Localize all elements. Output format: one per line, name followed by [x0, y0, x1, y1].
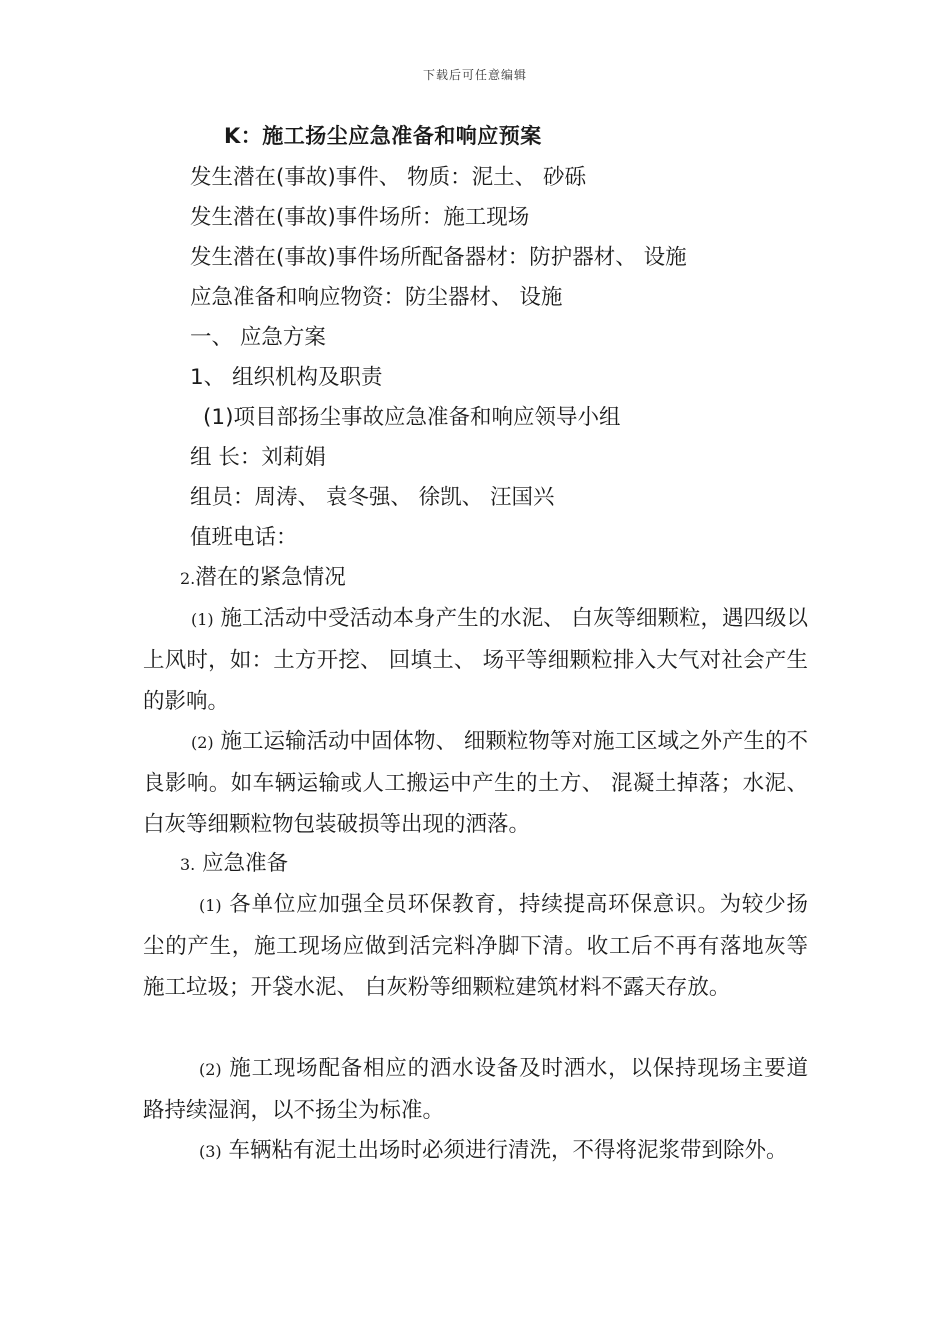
item-number: (2) — [191, 733, 214, 752]
info-line-equipment: 发生潜在(事故)事件场所配备器材：防护器材、 设施 — [190, 245, 687, 270]
section-label: 潜在的紧急情况 — [195, 565, 346, 590]
header-note: 下载后可任意编辑 — [422, 68, 527, 82]
subsection-heading-1: 1、 组织机构及职责 — [190, 365, 383, 390]
paragraph-text: 施工现场配备相应的洒水设备及时洒水，以保持现场主要道路持续湿润，以不扬尘为标准。 — [143, 1056, 808, 1123]
paragraph-prep-2 — [143, 1048, 808, 1131]
item-number: (1) — [199, 896, 222, 915]
paragraph-text: 施工运输活动中固体物、 细颗粒物等对施工区域之外产生的不良影响。如车辆运输或人工搬运中产生的土方、 混凝土掉落；水泥、 白灰等细颗粒物包装破损等出现的洒落。 — [143, 729, 808, 837]
paragraph-text: 施工活动中受活动本身产生的水泥、 白灰等细颗粒，遇四级以上风时，如：土方开挖、 回填土、 场平等细颗粒排入大气对社会产生的影响。 — [143, 606, 808, 714]
paragraph-text: 车辆粘有泥土出场时必须进行清洗，不得将泥浆带到除外。 — [228, 1138, 788, 1163]
section-heading-2 — [180, 564, 346, 593]
paragraph-text: 各单位应加强全员环保教育，持续提高环保意识。为较少扬尘的产生，施工现场应做到活完料净脚下清。收工后不再有落地灰等施工垃圾；开袋水泥、 白灰粉等细颗粒建筑材料不露天存放。 — [143, 892, 808, 1000]
section-heading-3 — [180, 850, 288, 879]
paragraph-prep-1 — [143, 884, 808, 1008]
paragraph-emergency-2 — [143, 721, 808, 845]
section-number: 2. — [180, 569, 196, 588]
group-members-line: 组员：周涛、 袁冬强、 徐凯、 汪国兴 — [190, 485, 555, 510]
item-number: (3) — [199, 1142, 222, 1161]
section-number: 3. — [180, 855, 196, 874]
section-label: 应急准备 — [202, 851, 289, 876]
document-title: K：施工扬尘应急准备和响应预案 — [224, 124, 542, 148]
info-line-location: 发生潜在(事故)事件场所：施工现场 — [190, 205, 530, 230]
duty-phone-line: 值班电话： — [190, 525, 298, 550]
item-number: (1) — [191, 610, 214, 629]
section-heading-1: 一、 应急方案 — [190, 325, 326, 350]
paragraph-prep-3 — [143, 1130, 808, 1172]
info-line-substance: 发生潜在(事故)事件、 物质：泥土、 砂砾 — [190, 165, 586, 190]
info-line-materials: 应急准备和响应物资：防尘器材、 设施 — [190, 285, 563, 310]
paragraph-emergency-1 — [143, 598, 808, 722]
leadership-group-heading: (1)项目部扬尘事故应急准备和响应领导小组 — [203, 405, 621, 430]
group-leader-line: 组 长：刘莉娟 — [190, 445, 326, 470]
item-number: (2) — [199, 1060, 222, 1079]
